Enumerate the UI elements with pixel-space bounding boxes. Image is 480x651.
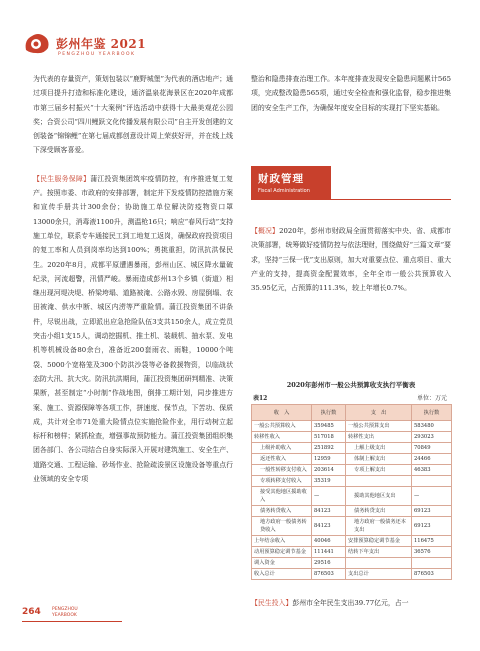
- section-heading: [251, 166, 331, 200]
- livelihood-text: 蒲江投资集团筑牢疫情防控，有序推进复工复产。按照市委、市政府的安排部署，制定并下发疫情防控措施方案和宣传手册共计300余份；协助施工单位解决防疫物资口罩13000余只，消毒液1100升，测温枪16只；响应“春风行动”支持施工单位，联系专车通接民工到工地复工返岗，确保政府投资项目的复工率和人员到岗率均达到100%；勇挑重担，防汛抗洪保民生。2020年8月，成都平原遭遇暴雨，彭州山区、城区降水量破纪录，河流超警，汛情严峻。暴雨造成彭州13个乡镇（街道）相继出现河堤决堤、桥梁垮塌、道路被淹、公路水毁、房屋倒塌、农田被淹、供水中断、城区内涝等严重险情。蒲江投资集团不讲条件，尽锐出战，立即派出应急抢险队伍3支共150余人，成立党员突击小组1支15人，调动挖掘机、推土机、装载机、抽水泵、发电机等机械设备80余台，准备近200套雨衣、雨鞋，10000个吨袋、5000个宽格笼及300个防洪沙袋等必备救援物资，以临战状态防大汛、抗大灾。防汛抗洪期间，蒲江投资集团研判精准、决策果断，甚至制定“小时制”作战地图，倒排工期计划，同步推进方案、施工、资源保障等各项工作，拼速度、保节点，下苦功、保质成，共计对全市71处重大险情点位实施抢险作业，用行动树立起标杆和榜样；紧抓检查，增强事故预防能力。蒲江投资集团组织集团各部门、各公司结合自身实际深入开展对建筑施工、安全生产、道路交通、工程运输、砂场作业、抢险疏浚景区设施设备等重点行业领域的安全专项: [33, 174, 233, 484]
- header-title: 彭州年鉴 2021: [56, 37, 147, 51]
- table-header: 执行数: [412, 405, 452, 421]
- table-row: [252, 443, 452, 454]
- paragraph-overview: [251, 224, 451, 295]
- table-cell: 地方政府一般债务转贷收入: [252, 517, 312, 536]
- table-cell: 返还性收入: [252, 454, 312, 465]
- footer-rule: [22, 621, 122, 622]
- table-cell: 债务转贷收入: [252, 506, 312, 517]
- table-cell: 动用预算稳定调节基金: [252, 547, 312, 558]
- section-divider: [331, 199, 451, 200]
- table-cell: [412, 476, 452, 487]
- table-cell: 203614: [312, 465, 346, 476]
- table-cell: 地方政府一般债务还本支出: [346, 517, 412, 536]
- table-row: [252, 506, 452, 517]
- table-cell: 专项上解支出: [346, 465, 412, 476]
- livelihood-input-text: 彭州市全年民生支出39.77亿元，占一: [292, 599, 409, 607]
- table-cell: 111441: [312, 547, 346, 558]
- table-cell: 876503: [312, 569, 346, 580]
- table-header: 支 出: [346, 405, 412, 421]
- table-number: 表12: [253, 395, 268, 402]
- table-cell: 一般性转移支付收入: [252, 465, 312, 476]
- table-cell: 体制上解支出: [346, 454, 412, 465]
- table-cell: 一般公共预算支出: [346, 421, 412, 432]
- overview-tag: 【概况】: [251, 227, 280, 235]
- table-cell: 293023: [412, 432, 452, 443]
- table-row: [252, 558, 452, 569]
- table-cell: 24466: [412, 454, 452, 465]
- table-cell: 70849: [412, 443, 452, 454]
- header-subtitle: PENGZHOU YEARBOOK: [58, 52, 136, 57]
- table-cell: 36576: [412, 547, 452, 558]
- bottom-paragraph: [251, 596, 461, 610]
- section-subtitle: Fiscal Administration: [258, 188, 310, 194]
- table-cell: 359485: [312, 421, 346, 432]
- table-row: [252, 465, 452, 476]
- table-cell: 安排预算稳定调节基金: [346, 536, 412, 547]
- table-cell: 上级补助收入: [252, 443, 312, 454]
- paragraph-livelihood-input: [251, 596, 461, 610]
- footer-logo-line2: YEARBOOK: [52, 613, 77, 618]
- table-cell: 收入总计: [252, 569, 312, 580]
- table-cell: 69123: [412, 506, 452, 517]
- table-cell: 转移性收入: [252, 432, 312, 443]
- paragraph-safety: 整治和隐患排查治理工作。本年度排查发现安全隐患问题累计565项，完成整改隐患565项，通过安全检查和强化监督，稳步推进集团的安全生产工作，为确保年度安全目标的实现打下坚实基础。: [251, 75, 451, 112]
- right-column-top: [251, 72, 451, 115]
- table-cell: [412, 558, 452, 569]
- table-cell: 84123: [312, 517, 346, 536]
- table-cell: 251892: [312, 443, 346, 454]
- overview-text: 2020年，彭州市财政局全面贯彻落实中央、省、成都市决策部署，统筹做好疫情防控与依法理财，围绕做好“三篇文章”要求，坚持“三保一优”支出原则，加大对重要点位、重点项目、重大产业的支持，提高资金配置效率，全年全市一般公共预算收入35.95亿元，占预算的111.3%，较上年增长0.7%。: [251, 227, 451, 293]
- table-cell: 517018: [312, 432, 346, 443]
- table-row: [252, 487, 452, 506]
- page-header: [22, 30, 462, 58]
- table-cell: 转移性支出: [346, 432, 412, 443]
- table-cell: 债务转贷支出: [346, 506, 412, 517]
- table-header: 收 入: [252, 405, 312, 421]
- table-cell: [346, 558, 412, 569]
- table-cell: 876503: [412, 569, 452, 580]
- table-header: 执行数: [312, 405, 346, 421]
- page-number: 264: [22, 607, 41, 617]
- table-row: [252, 547, 452, 558]
- table-title: 2020年彭州市一般公共预算收支执行平衡表: [286, 381, 416, 389]
- table-row: [252, 421, 452, 432]
- table-cell: 84123: [312, 506, 346, 517]
- table-cell: 29516: [312, 558, 346, 569]
- table-cell: 116475: [412, 536, 452, 547]
- table-cell: 46383: [412, 465, 452, 476]
- livelihood-input-tag: 【民生投入】: [251, 599, 293, 607]
- paragraph-intro: 为代表的存量资产，策划包装以“鹿野城堡”为代表的酒店地产；通过项目提升打造和标准化建设，通济温泉花海景区在2020年成都市第三届乡村振兴“十大案例”评选活动中获得十大最美观花公园奖；合资公司“四川鲤跃文化传播发展有限公司”自主开发创建的文创装备“锦锦鲤”在第七届成都创意设计周上荣获好评，并在线上线下深受顾客喜爱。: [33, 75, 233, 155]
- footer-logo-line1: PENGZHOU: [52, 607, 78, 612]
- table-cell: 35319: [312, 476, 346, 487]
- budget-table: [251, 404, 452, 580]
- table-cell: 一般公共预算收入: [252, 421, 312, 432]
- table-row: [252, 454, 452, 465]
- overview-block: [251, 224, 451, 295]
- table-cell: 12959: [312, 454, 346, 465]
- table-cell: 专项转移支付收入: [252, 476, 312, 487]
- table-cell: 40046: [312, 536, 346, 547]
- table-cell: 69123: [412, 517, 452, 536]
- table-row: [252, 432, 452, 443]
- table-cell: 支出总计: [346, 569, 412, 580]
- table-cell: [346, 476, 412, 487]
- table-cell: —: [312, 487, 346, 506]
- table-cell: 援助其他地区支出: [346, 487, 412, 506]
- left-column: [33, 72, 233, 486]
- table-cell: 583480: [412, 421, 452, 432]
- livelihood-tag: 【民生服务保障】: [33, 174, 91, 183]
- section-title: 财政管理: [258, 173, 304, 185]
- table-row: [252, 536, 452, 547]
- table-row: [252, 569, 452, 580]
- table-cell: —: [412, 487, 452, 506]
- footer-logo: [52, 607, 78, 619]
- table-cell: 调入资金: [252, 558, 312, 569]
- table-row: [252, 476, 452, 487]
- table-cell: 接受其他地区援助收入: [252, 487, 312, 506]
- table-row: [252, 517, 452, 536]
- table-cell: 结转下年支出: [346, 547, 412, 558]
- yearbook-logo-icon: [22, 30, 52, 56]
- table-cell: 上解上级支出: [346, 443, 412, 454]
- table-cell: 上年结余收入: [252, 536, 312, 547]
- paragraph-livelihood: [33, 172, 233, 487]
- table-unit: 单位：万元: [416, 395, 447, 402]
